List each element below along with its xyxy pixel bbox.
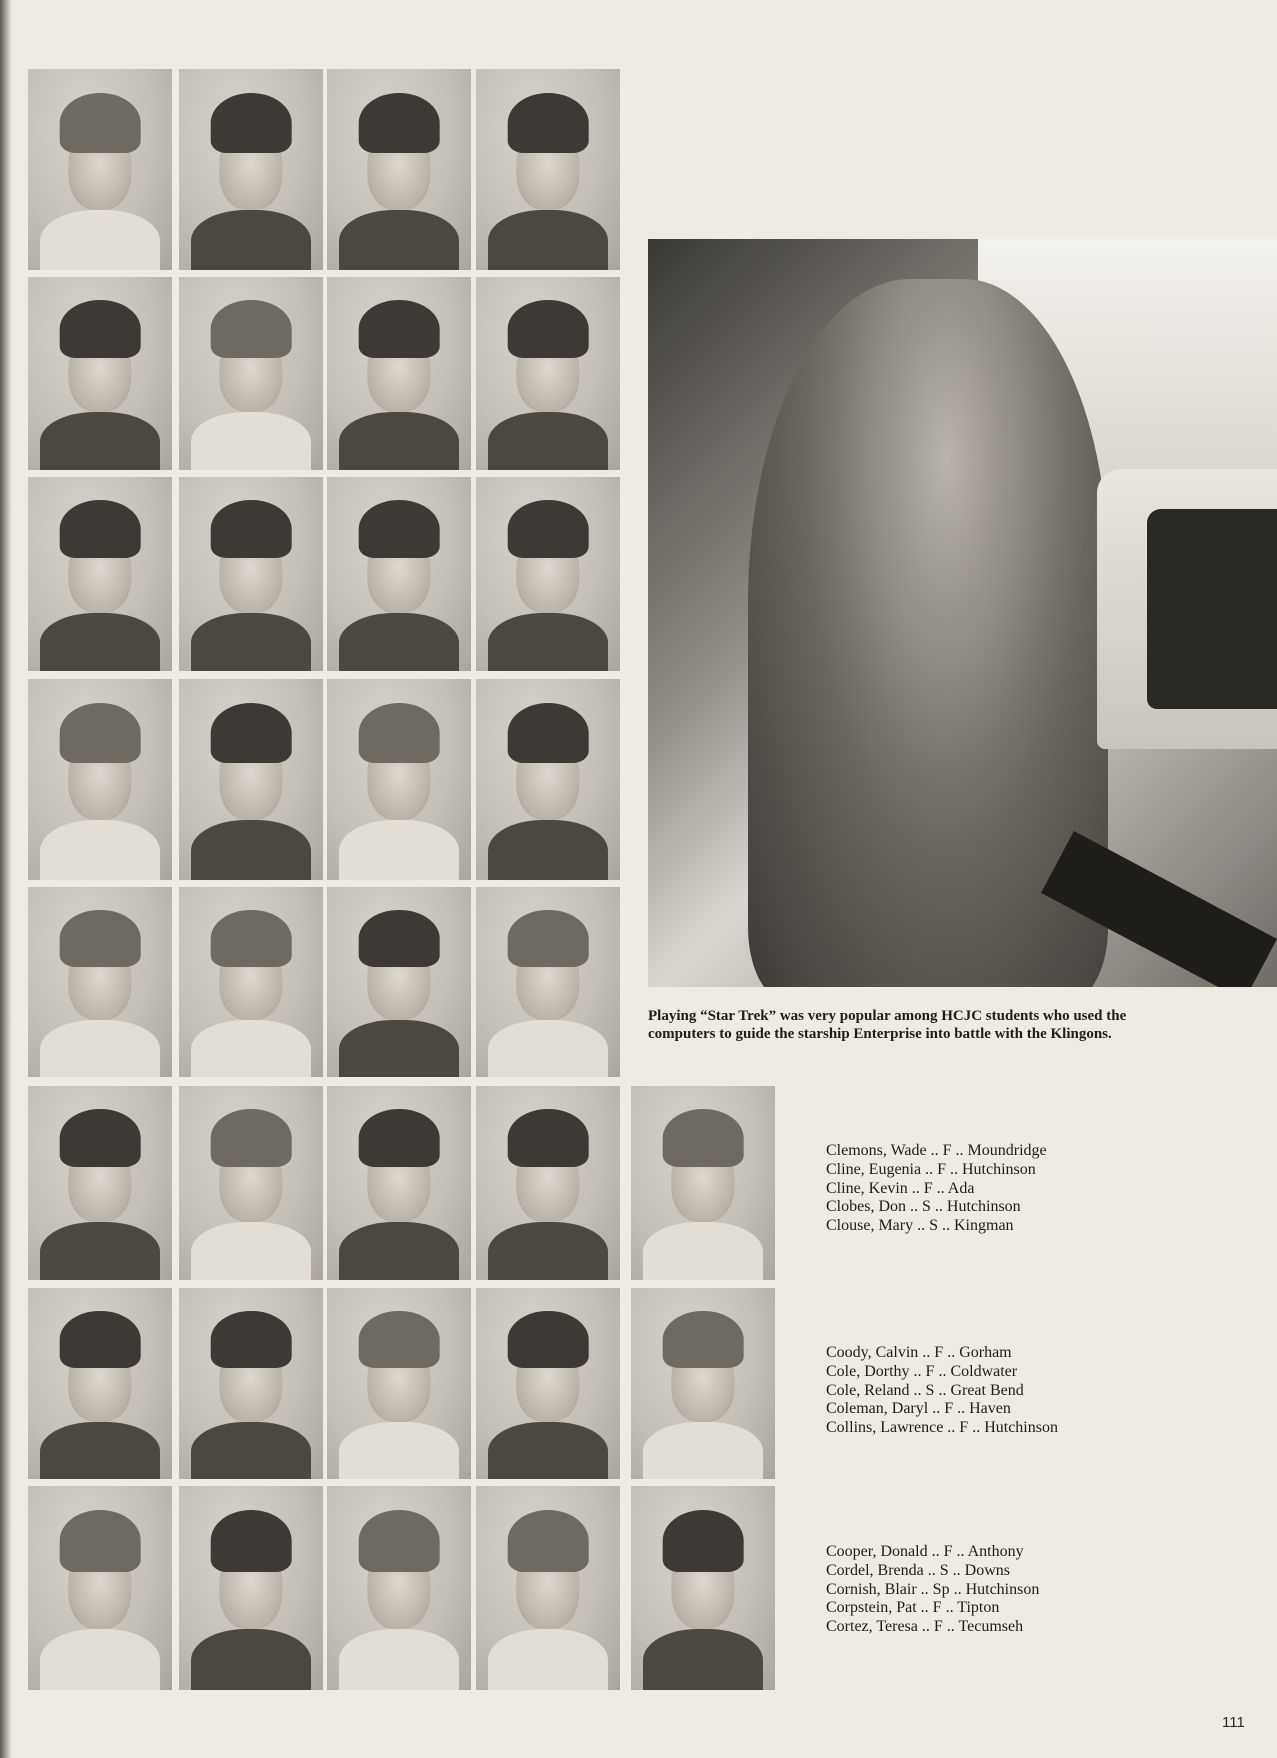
portrait-body (339, 1422, 460, 1479)
portrait-body (40, 613, 161, 671)
portrait-hair (508, 300, 589, 358)
roster-entry: Coody, Calvin .. F .. Gorham (826, 1344, 1012, 1361)
portrait-body (643, 1629, 764, 1690)
roster-entry: Cortez, Teresa .. F .. Tecumseh (826, 1618, 1024, 1636)
roster-entry: Cornish, Blair .. Sp .. Hutchinson (826, 1580, 1040, 1598)
roster-list (826, 1543, 1039, 1637)
portrait-hair (359, 93, 440, 153)
portrait-hair (359, 1311, 440, 1368)
portrait-hair (508, 1109, 589, 1167)
student-portrait (327, 477, 471, 671)
portrait-body (191, 1629, 312, 1690)
student-portrait (476, 1086, 620, 1280)
roster-entry: Coleman, Daryl .. F .. Haven (826, 1400, 1011, 1418)
portrait-hair (60, 910, 141, 967)
student-portrait (476, 1486, 620, 1690)
student-portrait (327, 1086, 471, 1280)
portrait-body (191, 1222, 312, 1280)
roster-list (826, 1142, 1047, 1236)
page-number: 111 (1222, 1714, 1245, 1731)
portrait-hair (359, 1109, 440, 1167)
portrait-body (191, 613, 312, 671)
portrait-hair (60, 1510, 141, 1571)
roster-entry: Cole, Reland .. S .. Great Bend (826, 1381, 1024, 1399)
portrait-body (339, 613, 460, 671)
portrait-body (488, 1020, 609, 1077)
portrait-hair (211, 500, 292, 558)
portrait-hair (60, 1311, 141, 1368)
student-portrait (28, 477, 172, 671)
portrait-body (40, 1222, 161, 1280)
portrait-body (339, 820, 460, 880)
portrait-hair (60, 300, 141, 358)
portrait-hair (508, 703, 589, 763)
portrait-body (191, 1422, 312, 1479)
portrait-body (488, 210, 609, 270)
roster-entry: Cordel, Brenda .. S .. Downs (826, 1561, 1010, 1579)
student-portrait (327, 679, 471, 880)
roster-entry: Corpstein, Pat .. F .. Tipton (826, 1599, 1000, 1617)
portrait-hair (508, 93, 589, 153)
student-portrait (28, 1288, 172, 1479)
student-portrait (179, 679, 323, 880)
portrait-hair (359, 703, 440, 763)
student-portrait (476, 1288, 620, 1479)
student-portrait (179, 1288, 323, 1479)
portrait-body (339, 412, 460, 470)
portrait-body (40, 820, 161, 880)
portrait-body (488, 613, 609, 671)
portrait-body (40, 1020, 161, 1077)
portrait-hair (359, 500, 440, 558)
portrait-body (40, 412, 161, 470)
student-portrait (28, 1486, 172, 1690)
portrait-hair (211, 703, 292, 763)
student-portrait (476, 679, 620, 880)
portrait-hair (60, 500, 141, 558)
photo-caption: Playing “Star Trek” was very popular among HCJC students who used the computers to guide the starship Enterprise into battle with the Klingons. (648, 1008, 1127, 1042)
portrait-hair (663, 1311, 744, 1368)
portrait-hair (60, 703, 141, 763)
student-portrait (476, 887, 620, 1077)
portrait-hair (508, 500, 589, 558)
student-portrait (327, 1486, 471, 1690)
portrait-hair (211, 1109, 292, 1167)
feature-photo (648, 239, 1277, 987)
roster-entry: Cooper, Donald .. F .. Anthony (826, 1543, 1024, 1560)
page-binding-shadow (0, 0, 12, 1758)
terminal-screen (1147, 509, 1277, 709)
student-portrait (28, 887, 172, 1077)
student-portrait (179, 1486, 323, 1690)
portrait-hair (60, 1109, 141, 1167)
student-portrait (179, 477, 323, 671)
student-portrait (28, 1086, 172, 1280)
student-portrait (179, 69, 323, 270)
student-portrait (631, 1486, 775, 1690)
roster-entry: Clemons, Wade .. F .. Moundridge (826, 1142, 1047, 1159)
roster-entry: Cline, Kevin .. F .. Ada (826, 1179, 975, 1197)
portrait-body (488, 820, 609, 880)
portrait-body (339, 1020, 460, 1077)
portrait-body (339, 1222, 460, 1280)
portrait-hair (60, 93, 141, 153)
portrait-body (40, 210, 161, 270)
portrait-hair (211, 1510, 292, 1571)
portrait-body (488, 1222, 609, 1280)
portrait-body (643, 1422, 764, 1479)
portrait-hair (508, 1510, 589, 1571)
student-portrait (476, 69, 620, 270)
portrait-body (488, 1422, 609, 1479)
portrait-body (488, 412, 609, 470)
portrait-body (339, 210, 460, 270)
portrait-body (643, 1222, 764, 1280)
student-portrait (476, 477, 620, 671)
student-portrait (179, 887, 323, 1077)
portrait-hair (663, 1109, 744, 1167)
portrait-hair (508, 1311, 589, 1368)
roster-entry: Cline, Eugenia .. F .. Hutchinson (826, 1160, 1036, 1178)
portrait-hair (211, 1311, 292, 1368)
student-portrait (179, 1086, 323, 1280)
roster-entry: Collins, Lawrence .. F .. Hutchinson (826, 1419, 1058, 1437)
portrait-body (488, 1629, 609, 1690)
portrait-hair (211, 910, 292, 967)
student-portrait (327, 69, 471, 270)
portrait-body (339, 1629, 460, 1690)
roster-entry: Clouse, Mary .. S .. Kingman (826, 1217, 1014, 1235)
student-portrait (28, 679, 172, 880)
student-portrait (327, 1288, 471, 1479)
portrait-hair (508, 910, 589, 967)
portrait-hair (359, 1510, 440, 1571)
portrait-body (40, 1422, 161, 1479)
portrait-hair (663, 1510, 744, 1571)
student-portrait (28, 69, 172, 270)
student-portrait (631, 1288, 775, 1479)
student-portrait (327, 277, 471, 470)
student-portrait (327, 887, 471, 1077)
portrait-body (191, 1020, 312, 1077)
portrait-hair (359, 300, 440, 358)
student-portrait (179, 277, 323, 470)
portrait-body (191, 820, 312, 880)
roster-entry: Clobes, Don .. S .. Hutchinson (826, 1198, 1021, 1216)
student-portrait (28, 277, 172, 470)
portrait-hair (211, 300, 292, 358)
portrait-body (191, 210, 312, 270)
roster-entry: Cole, Dorthy .. F .. Coldwater (826, 1362, 1018, 1380)
portrait-hair (211, 93, 292, 153)
student-portrait (631, 1086, 775, 1280)
portrait-hair (359, 910, 440, 967)
portrait-body (191, 412, 312, 470)
student-portrait (476, 277, 620, 470)
roster-list (826, 1344, 1058, 1438)
portrait-body (40, 1629, 161, 1690)
